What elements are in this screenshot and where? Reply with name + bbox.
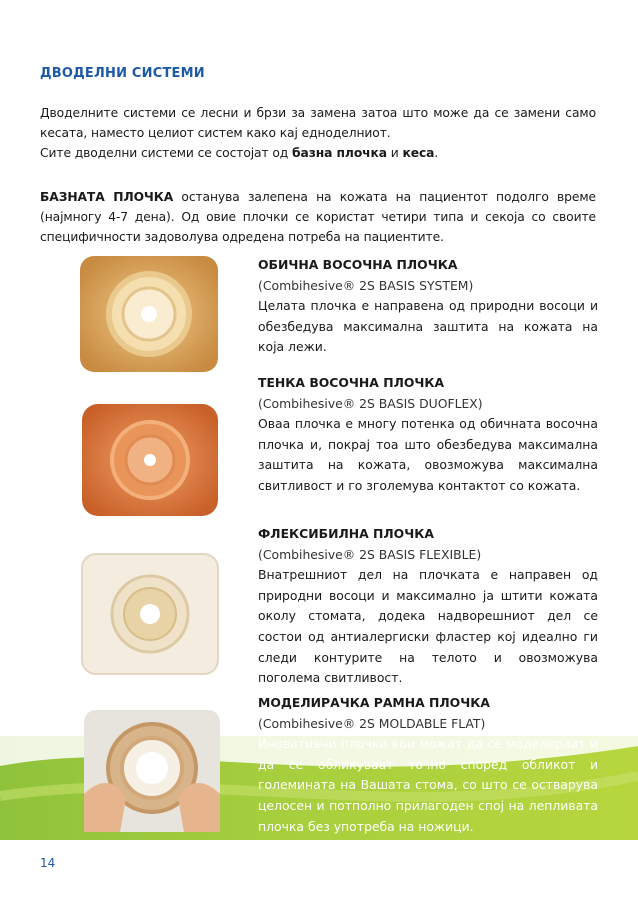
intro-bold-base-plate: базна плочка (292, 146, 387, 160)
plate-item-standard (258, 255, 598, 358)
intro-line1: Дводелните системи се лесни и брзи за замена затоа што може да се замени само кесата, наместо целиот систем како кај едноделниот. (40, 106, 596, 140)
intro-line2-suffix: . (434, 146, 439, 160)
plate-description: Иновативни плочки кои можат да се моделираат и да се обликуваат точно според обликот и големината на Вашата стома, со што се остварува целосен и потполно прилагоден спој на лепливата плочка без употреба на ножици. (258, 736, 598, 834)
intro-line2-mid: и (386, 146, 403, 160)
plate-description: Целата плочка е направена од природни восоци и обезбедува максимална заштита на кожата на која лежи. (258, 298, 598, 355)
page-title: ДВОДЕЛНИ СИСТЕМИ (40, 66, 205, 81)
plate-title: ФЛЕКСИБИЛНА ПЛОЧКА (258, 526, 434, 541)
plate-photo-standard-icon (74, 252, 224, 376)
plate-subtitle: (Combihesive® 2S BASIS SYSTEM) (258, 277, 474, 293)
base-plate-text: останува залепена на кожата на пациентот подолго време (најмногу 4-7 дена). Од овие плочки се користат четири типа и секоја со своите специфичности задоволува одредена потреба на пациентите. (40, 190, 596, 244)
intro-paragraph (40, 103, 596, 163)
plate-subtitle: (Combihesive® 2S BASIS DUOFLEX) (258, 395, 483, 411)
plate-title: ТЕНКА ВОСОЧНА ПЛОЧКА (258, 375, 445, 390)
plate-subtitle: (Combihesive® 2S BASIS FLEXIBLE) (258, 546, 482, 562)
page-number: 14 (40, 856, 56, 870)
plate-item-flexible (258, 524, 598, 689)
intro-line2-prefix: Сите дводелни системи се состојат од (40, 146, 293, 160)
plate-photo-moldable-icon (80, 706, 224, 836)
plate-title: ОБИЧНА ВОСОЧНА ПЛОЧКА (258, 257, 458, 272)
plate-photo-flexible-icon (76, 550, 224, 678)
intro-bold-bag: кеса (402, 146, 435, 160)
plate-description: Оваа плочка е многу потенка од обичната восочна плочка и, покрај тоа што обезбедува максимална заштита на кожата, овозможува максимална свитливост и го зголемува контактот со кожата. (258, 416, 598, 493)
plate-item-thin (258, 373, 598, 497)
plate-description: Внатрешниот дел на плочката е направен од природни восоци и максимално ја штити кожата околу стомата, додека надворешниот дел се состои од антиалергиски фластер кој идеално ги следи контурите на телото и овозможува поголема свитливост. (258, 567, 598, 686)
base-plate-paragraph (40, 187, 596, 247)
plate-subtitle: (Combihesive® 2S MOLDABLE FLAT) (258, 715, 486, 731)
plate-photo-thin-icon (76, 400, 224, 520)
plate-item-moldable (258, 693, 598, 837)
base-plate-bold: БАЗНАТА ПЛОЧКА (40, 190, 174, 204)
plate-title: МОДЕЛИРАЧКА РАМНА ПЛОЧКА (258, 695, 490, 710)
